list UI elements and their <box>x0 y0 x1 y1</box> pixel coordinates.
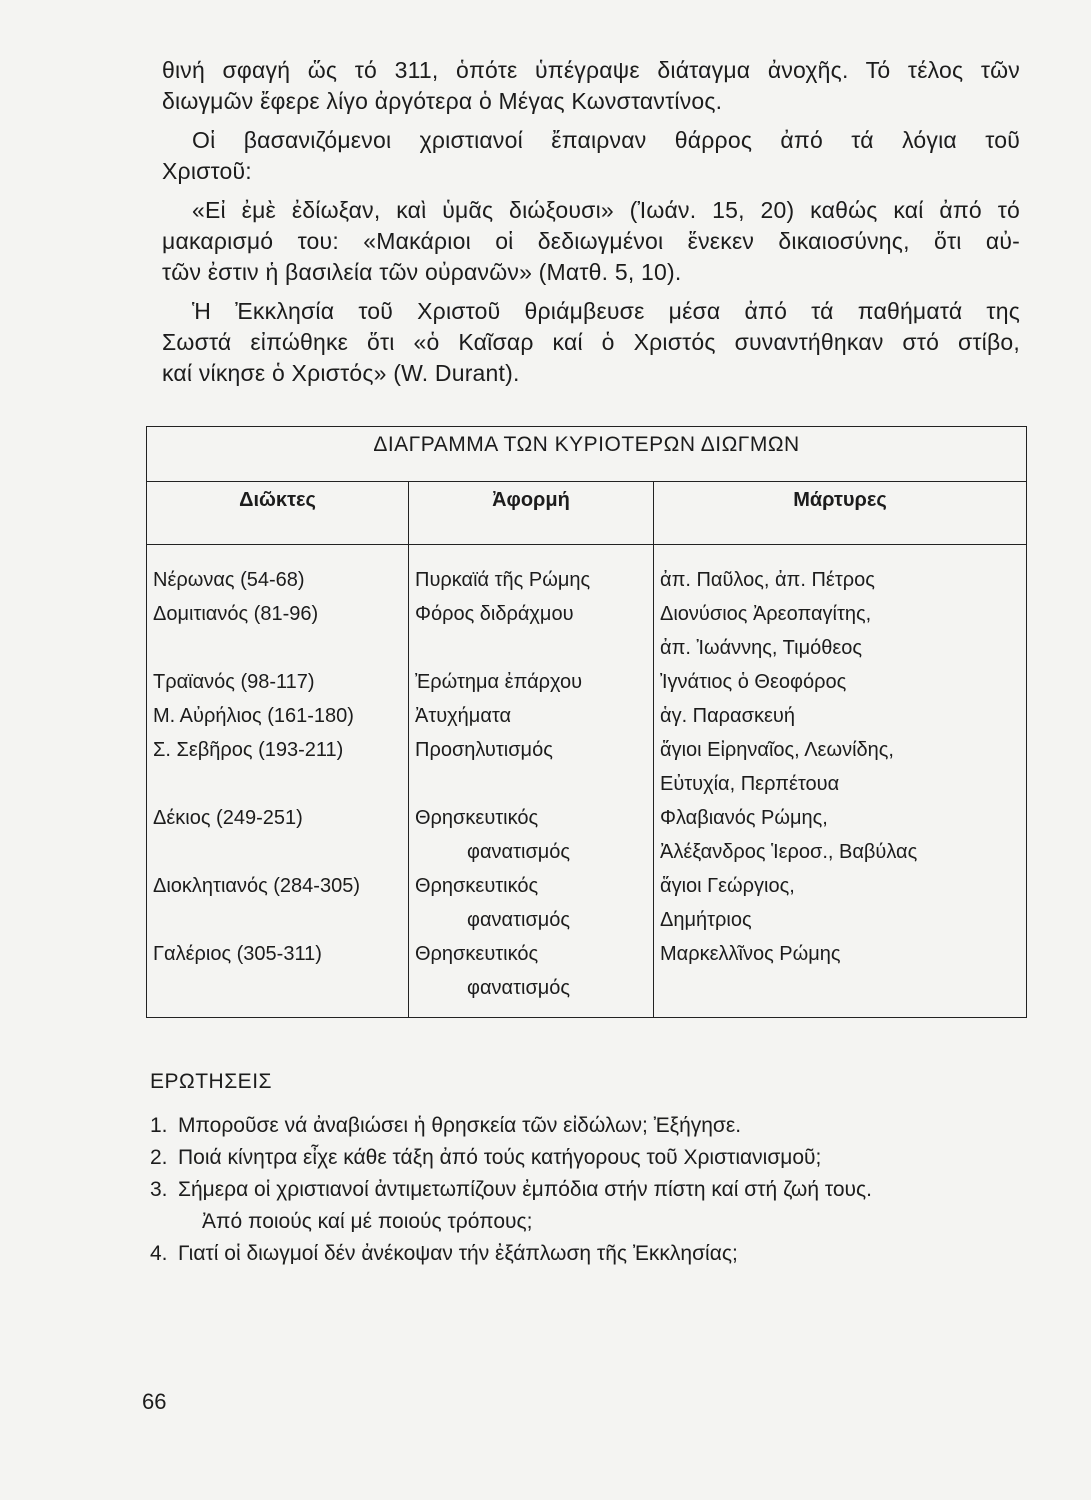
cause: Πυρκαϊά τῆς Ρώμης <box>415 569 591 591</box>
persecutions-table <box>146 426 1027 1018</box>
cause: φανατισμός <box>467 977 571 999</box>
martyrs: Εὐτυχία, Περπέτουα <box>660 773 840 795</box>
cause: φανατισμός <box>467 841 571 863</box>
text-line: μακαρισμό του: «Μακάριοι οἱ δεδιωγμένοι ἕνεκεν δικαιοσύνης, ὅτι αὐ- <box>162 228 1020 254</box>
question-text: Γιατί οἱ διωγμοί δέν ἀνέκοψαν τήν ἐξάπλωση τῆς Ἐκκλησίας; <box>178 1242 738 1265</box>
persecutor: Μ. Αὐρήλιος (161-180) <box>153 705 354 727</box>
column-header-cause: Ἀφορμή <box>409 482 654 545</box>
martyrs: Μαρκελλῖνος Ρώμης <box>660 943 841 965</box>
martyrs: Δημήτριος <box>660 909 752 931</box>
cause: Θρησκευτικός <box>415 875 539 897</box>
column-header-martyrs: Μάρτυρες <box>654 482 1027 545</box>
persecutor: Δομιτιανός (81-96) <box>153 603 319 625</box>
cause: φανατισμός <box>467 909 571 931</box>
martyrs: ἁγ. Παρασκευή <box>660 705 795 727</box>
question-text-continued: Ἀπό ποιούς καί μέ ποιούς τρόπους; <box>202 1210 533 1233</box>
text-line: «Εἰ ἐμὲ ἐδίωξαν, καὶ ὑμᾶς διώξουσι» (Ἰωάν. 15, 20) καθώς καί ἀπό τό <box>192 197 1020 223</box>
body-text <box>162 55 1020 389</box>
question-number: 4. <box>150 1242 168 1265</box>
martyrs: ἀπ. Ἰωάννης, Τιμόθεος <box>660 637 863 659</box>
persecutor: Γαλέριος (305-311) <box>153 943 322 965</box>
page-number: 66 <box>142 1389 167 1414</box>
martyrs: Ἀλέξανδρος Ἱεροσ., Βαβύλας <box>660 841 918 863</box>
questions-section <box>150 1066 872 1270</box>
question-number: 2. <box>150 1146 168 1169</box>
text-line: θινή σφαγή ὥς τό 311, ὁπότε ὑπέγραψε διάταγμα ἀνοχῆς. Τό τέλος τῶν <box>162 57 1020 83</box>
text-line: Σωστά εἰπώθηκε ὅτι «ὁ Καῖσαρ καί ὁ Χριστός συναντήθηκαν στό στίβο, <box>162 329 1020 355</box>
persecutor: Σ. Σεβῆρος (193-211) <box>153 739 344 761</box>
cause: Προσηλυτισμός <box>415 739 553 761</box>
cause: Ἐρώτημα ἐπάρχου <box>415 671 583 693</box>
question-item <box>150 1238 872 1270</box>
column-header-persecutors: Διῶκτες <box>147 482 409 545</box>
persecutors-column <box>147 545 409 1018</box>
question-item <box>150 1110 872 1142</box>
text-line: Οἱ βασανιζόμενοι χριστιανοί ἔπαιρναν θάρρος ἀπό τά λόγια τοῦ <box>192 127 1020 153</box>
persecutor: Νέρωνας (54-68) <box>153 569 305 591</box>
persecutor: Δέκιος (249-251) <box>153 807 303 829</box>
table-title: ΔΙΑΓΡΑΜΜΑ ΤΩΝ ΚΥΡΙΟΤΕΡΩΝ ΔΙΩΓΜΩΝ <box>147 427 1027 482</box>
question-text: Ποιά κίνητρα εἶχε κάθε τάξη ἀπό τούς κατήγορους τοῦ Χριστιανισμοῦ; <box>178 1146 822 1169</box>
question-text: Μποροῦσε νά ἀναβιώσει ἡ θρησκεία τῶν εἰδώλων; Ἐξήγησε. <box>178 1114 742 1137</box>
text-line: τῶν ἐστιν ἡ βασιλεία τῶν οὐρανῶν» (Ματθ. 5, 10). <box>162 259 682 285</box>
martyrs: ἅγιοι Εἰρηναῖος, Λεωνίδης, <box>660 739 894 761</box>
martyrs: Διονύσιος Ἀρεοπαγίτης, <box>660 603 872 625</box>
question-number: 1. <box>150 1114 168 1137</box>
persecutor: Τραϊανός (98-117) <box>153 671 315 693</box>
question-item <box>150 1142 872 1174</box>
persecutor: Διοκλητιανός (284-305) <box>153 875 360 897</box>
question-number: 3. <box>150 1178 168 1201</box>
text-line: διωγμῶν ἔφερε λίγο ἀργότερα ὁ Μέγας Κωνσταντίνος. <box>162 88 723 114</box>
martyrs: Ἰγνάτιος ὁ Θεοφόρος <box>660 671 847 693</box>
cause: Θρησκευτικός <box>415 807 539 829</box>
cause: Φόρος διδράχμου <box>415 603 574 625</box>
martyrs: Φλαβιανός Ρώμης, <box>660 807 828 829</box>
cause-column <box>409 545 654 1018</box>
martyrs-column <box>654 545 1027 1018</box>
martyrs: ἅγιοι Γεώργιος, <box>660 875 795 897</box>
cause: Ἀτυχήματα <box>415 705 512 727</box>
martyrs: ἀπ. Παῦλος, ἀπ. Πέτρος <box>660 569 875 591</box>
cause: Θρησκευτικός <box>415 943 539 965</box>
question-item <box>150 1174 872 1206</box>
text-line: Ἡ Ἐκκλησία τοῦ Χριστοῦ θριάμβευσε μέσα ἀπό τά παθήματά της <box>192 298 1020 324</box>
text-line: καί νίκησε ὁ Χριστός» (W. Durant). <box>162 360 520 386</box>
text-line: Χριστοῦ: <box>162 158 252 184</box>
question-text: Σήμερα οἱ χριστιανοί ἀντιμετωπίζουν ἐμπόδια στήν πίστη καί στή ζωή τους. <box>178 1178 872 1201</box>
questions-title: ΕΡΩΤΗΣΕΙΣ <box>150 1070 273 1093</box>
